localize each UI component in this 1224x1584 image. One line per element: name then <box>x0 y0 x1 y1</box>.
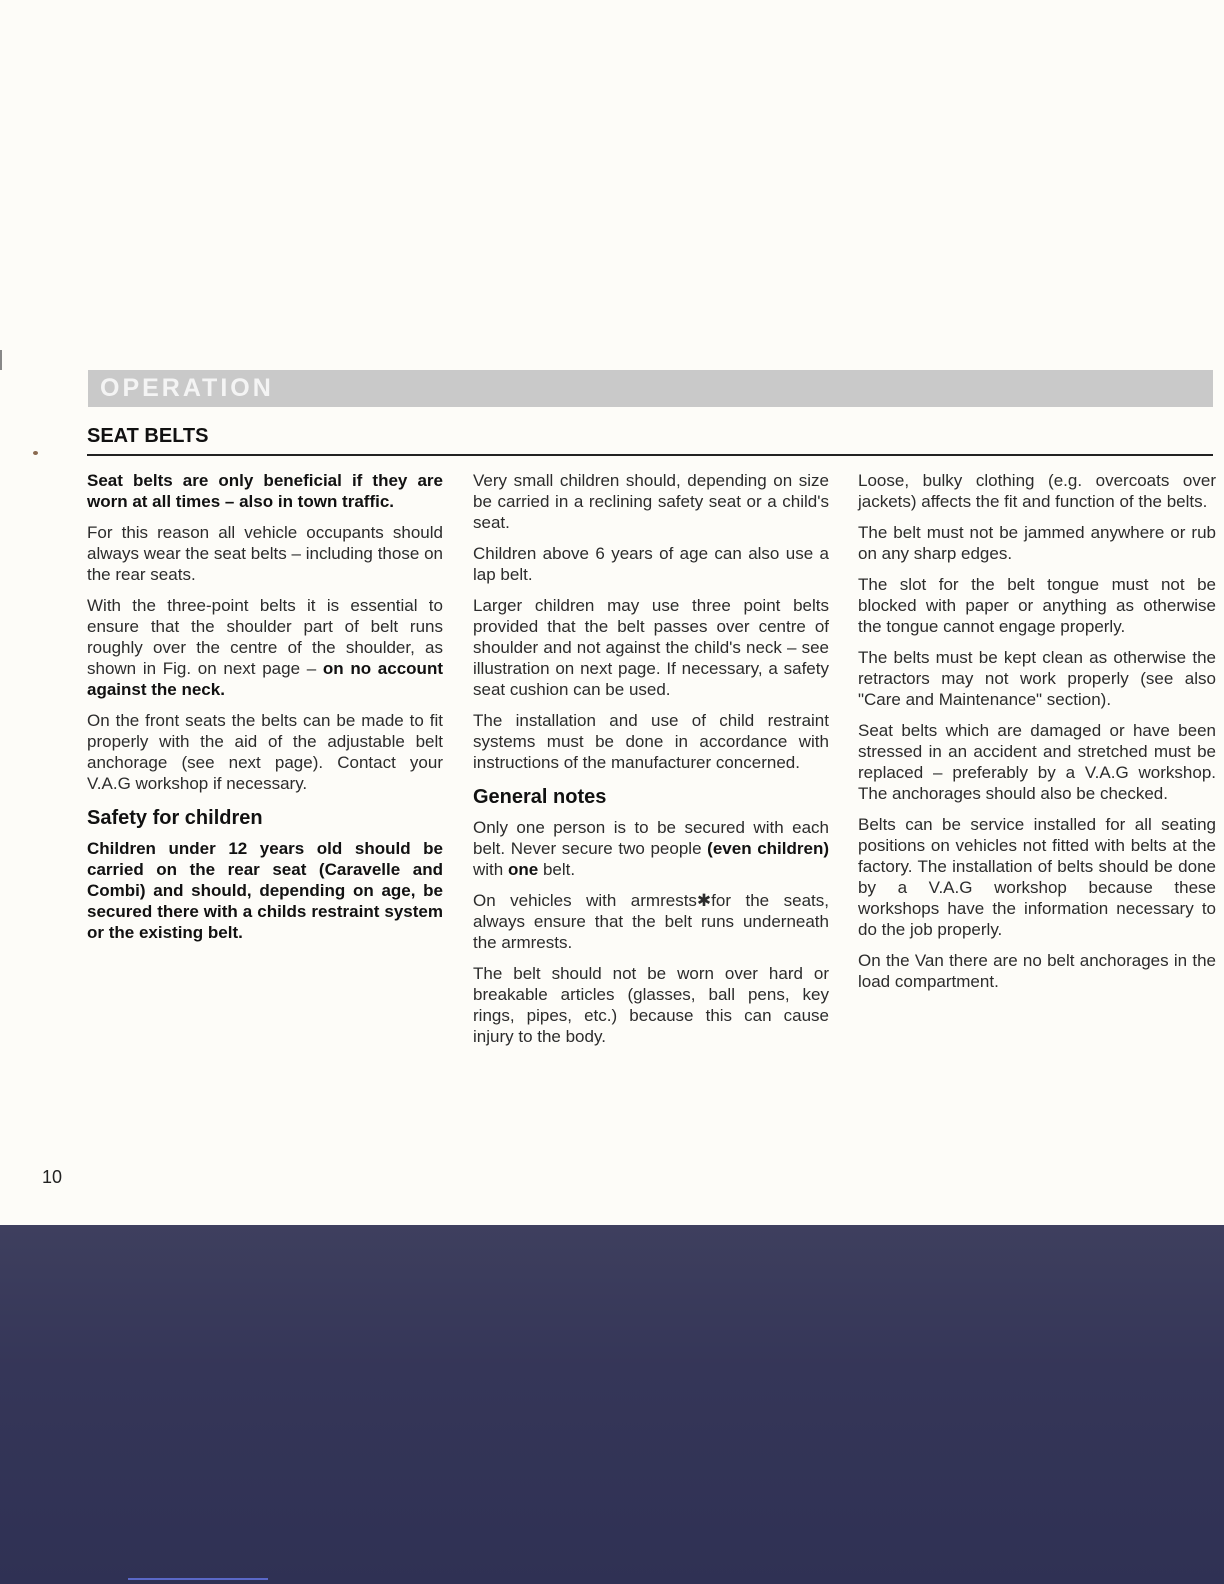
column-3 <box>858 470 1216 1002</box>
column-2 <box>473 470 829 1057</box>
page-edge-mark <box>0 350 2 370</box>
paragraph: The belts must be kept clean as otherwise the retractors may not work properly (see also "Care and Maintenance" section). <box>858 648 1216 709</box>
paragraph: Seat belts which are damaged or have been stressed in an accident and stretched must be replaced – preferably by a V.A.G workshop. The anchorages should also be checked. <box>858 721 1216 803</box>
ink-speck <box>33 451 38 455</box>
subheading-general-notes: General notes <box>473 786 607 808</box>
paragraph: Larger children may use three point belts provided that the belt passes over centre of shoulder and not against the child's neck – see illustration on next page. If necessary, a safety seat cushion can be used. <box>473 596 829 699</box>
paragraph: Very small children should, depending on size be carried in a reclining safety seat or a child's seat. <box>473 471 829 532</box>
scan-background <box>0 1225 1224 1584</box>
intro-bold-paragraph: Seat belts are only beneficial if they are worn at all times – also in town traffic. <box>87 471 443 511</box>
paragraph: Children above 6 years of age can also use a lap belt. <box>473 544 829 584</box>
subheading-safety-for-children: Safety for children <box>87 807 263 829</box>
paragraph <box>473 817 829 880</box>
paragraph: The installation and use of child restraint systems must be done in accordance with instructions of the manufacturer concerned. <box>473 711 829 772</box>
paragraph: The belt should not be worn over hard or breakable articles (glasses, ball pens, key rings, pipes, etc.) because this can cause injury to the body. <box>473 964 829 1046</box>
paragraph: On the front seats the belts can be made to fit properly with the aid of the adjustable belt anchorage (see next page). Contact your V.A.G workshop if necessary. <box>87 711 443 793</box>
page-title: SEAT BELTS <box>87 425 209 447</box>
paragraph: On the Van there are no belt anchorages in the load compartment. <box>858 951 1216 991</box>
paragraph-text: belt. <box>542 860 576 879</box>
scan-edge-line <box>128 1578 268 1580</box>
bold-emphasis: one <box>507 860 539 879</box>
title-rule <box>87 454 1213 456</box>
paragraph: The belt must not be jammed anywhere or rub on any sharp edges. <box>858 523 1216 563</box>
paragraph: Belts can be service installed for all seating positions on vehicles not fitted with belts at the factory. The installation of belts should be done by a V.A.G workshop because these workshops have the information necessary to do the job properly. <box>858 815 1216 939</box>
section-title: OPERATION <box>100 374 274 402</box>
paragraph: For this reason all vehicle occupants should always wear the seat belts – including those on the rear seats. <box>87 523 443 584</box>
bold-paragraph: Children under 12 years old should be carried on the rear seat (Caravelle and Combi) and should, depending on age, be secured there with a childs restraint system or the existing belt. <box>87 839 443 942</box>
paragraph <box>87 595 443 700</box>
paragraph: On vehicles with armrests✱for the seats, always ensure that the belt runs underneath the armrests. <box>473 891 829 952</box>
column-1 <box>87 470 443 953</box>
section-banner <box>88 370 1213 407</box>
paragraph-text: with <box>473 860 504 879</box>
bold-emphasis: (even children) <box>707 839 829 858</box>
paragraph-text: Only one person is to be secured with each belt. Never secure two people <box>473 818 829 858</box>
page-number: 10 <box>42 1167 63 1187</box>
paragraph-text: With the three-point belts it is essential to ensure that the shoulder part of belt runs roughly over the centre of the shoulder, as shown in Fig. on next page – <box>87 596 443 678</box>
paragraph: The slot for the belt tongue must not be blocked with paper or anything as otherwise the tongue cannot engage properly. <box>858 575 1216 636</box>
paragraph: Loose, bulky clothing (e.g. overcoats over jackets) affects the fit and function of the belts. <box>858 471 1216 511</box>
bold-emphasis: on no account against the neck. <box>87 659 443 699</box>
